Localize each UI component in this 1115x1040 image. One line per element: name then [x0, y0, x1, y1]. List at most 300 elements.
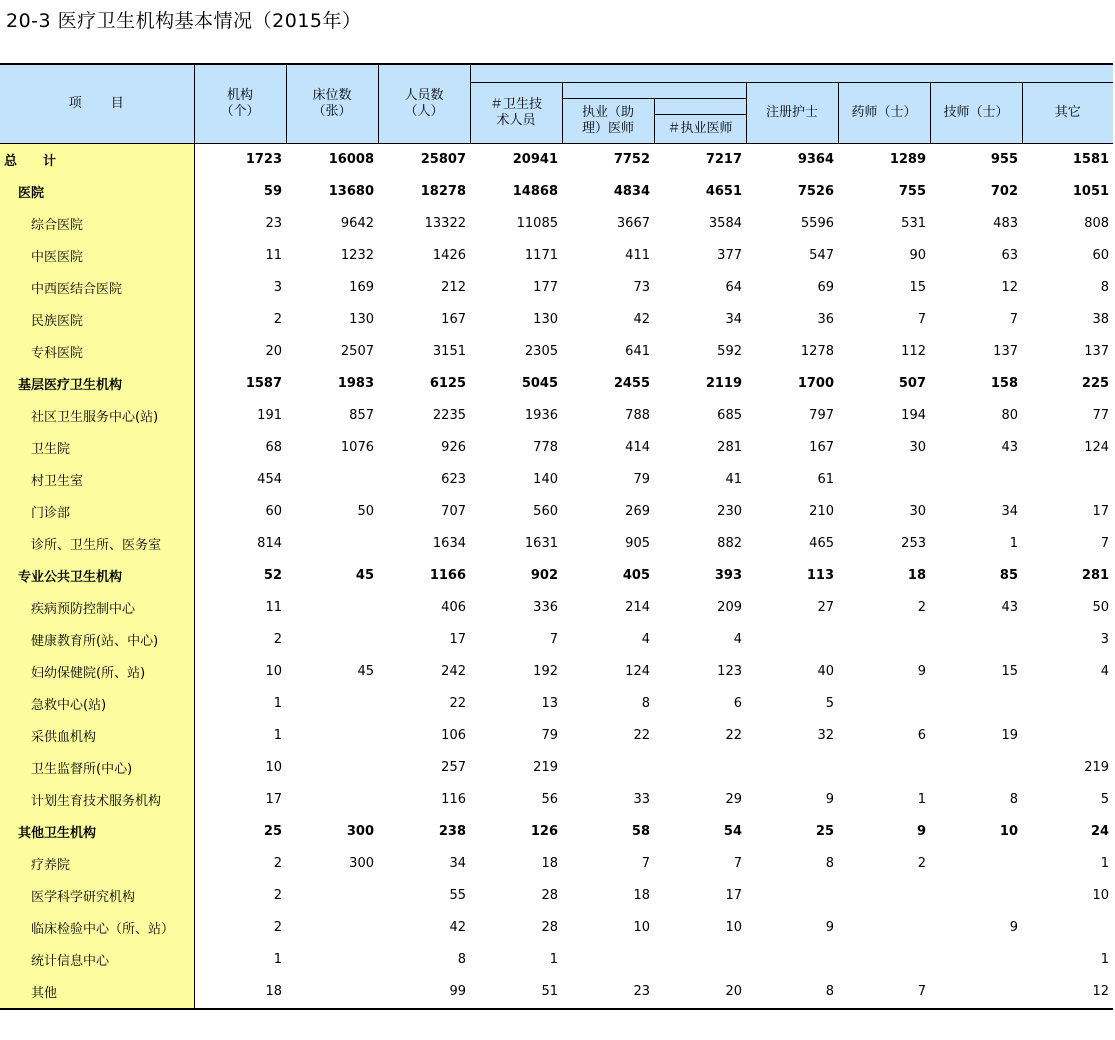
cell-technicians: 1	[1009, 536, 1018, 551]
cell-technicians: 85	[999, 568, 1018, 583]
cell-technicians	[930, 464, 1022, 496]
cell-others: 219	[1084, 760, 1110, 775]
cell-technicians: 955	[990, 152, 1018, 167]
header-staff: 人员数 （人）	[378, 64, 470, 143]
cell-staff: 25807	[420, 152, 466, 167]
table-row	[0, 624, 1113, 656]
cell-beds: 16008	[328, 152, 374, 167]
cell-health-tech: 18	[541, 856, 558, 871]
cell-technicians	[930, 944, 1022, 976]
header-beds: 床位数 （张）	[286, 64, 378, 143]
cell-licensed: 393	[714, 568, 742, 583]
row-label: 妇幼保健院(所、站)	[0, 656, 194, 688]
cell-institutions: 2	[273, 888, 282, 903]
header-technicians: 技师（士）	[930, 82, 1022, 143]
cell-pharmacists: 30	[909, 440, 926, 455]
cell-others: 17	[1092, 504, 1110, 519]
cell-licensed: 377	[717, 248, 742, 263]
cell-beds: 300	[349, 856, 374, 871]
cell-licensed: 230	[717, 504, 742, 519]
cell-physicians: 58	[631, 824, 650, 839]
cell-institutions: 25	[263, 824, 282, 839]
cell-nurses: 40	[817, 664, 834, 679]
cell-health-tech: 130	[533, 312, 558, 327]
cell-others: 4	[1100, 664, 1110, 679]
table-row	[0, 752, 1113, 784]
cell-staff: 212	[441, 280, 466, 295]
cell-physicians: 42	[633, 312, 650, 327]
cell-institutions: 1587	[245, 376, 282, 391]
cell-licensed: 6	[733, 696, 742, 711]
cell-institutions: 68	[265, 440, 282, 455]
cell-institutions: 1	[273, 728, 282, 743]
cell-institutions: 11	[265, 600, 282, 615]
cell-staff: 22	[449, 696, 466, 711]
header-health-tech: ＃卫生技 术人员	[470, 82, 562, 143]
cell-technicians: 43	[1001, 600, 1018, 615]
cell-pharmacists: 7	[917, 312, 926, 327]
cell-licensed: 22	[725, 728, 742, 743]
header-physician-group	[562, 82, 746, 98]
cell-pharmacists	[838, 944, 930, 976]
row-label: 中医医院	[0, 240, 194, 272]
cell-nurses: 8	[746, 976, 838, 1009]
cell-technicians: 43	[1001, 440, 1018, 455]
cell-licensed: 54	[723, 824, 742, 839]
cell-physicians: 23	[562, 976, 654, 1009]
cell-others: 60	[1092, 248, 1110, 263]
cell-physicians: 214	[625, 600, 650, 615]
table-row	[0, 560, 1113, 592]
cell-health-tech: 140	[533, 472, 558, 487]
cell-beds: 857	[349, 408, 374, 423]
cell-health-tech: 51	[470, 976, 562, 1009]
cell-others: 281	[1081, 568, 1110, 583]
row-label: 临床检验中心（所、站）	[0, 912, 194, 944]
cell-health-tech: 5045	[521, 376, 558, 391]
cell-physicians: 33	[633, 792, 650, 807]
cell-staff: 42	[449, 920, 466, 935]
cell-physicians: 124	[625, 664, 650, 679]
cell-pharmacists: 1289	[889, 152, 926, 167]
cell-pharmacists: 15	[909, 280, 926, 295]
cell-others: 10	[1092, 888, 1110, 903]
row-label: 村卫生室	[0, 464, 194, 496]
cell-health-tech: 1171	[524, 248, 558, 263]
cell-nurses: 113	[806, 568, 834, 583]
cell-beds: 1076	[340, 440, 374, 455]
cell-staff: 55	[449, 888, 466, 903]
cell-institutions: 10	[265, 664, 282, 679]
row-label: 疗养院	[0, 848, 194, 880]
cell-physicians: 788	[625, 408, 650, 423]
cell-nurses	[746, 624, 838, 656]
cell-others: 225	[1081, 376, 1110, 391]
cell-institutions: 11	[265, 248, 282, 263]
header-others: 其它	[1022, 82, 1113, 143]
cell-pharmacists	[838, 880, 930, 912]
table-row	[0, 976, 1113, 1009]
cell-technicians	[930, 688, 1022, 720]
table-row	[0, 880, 1113, 912]
header-item: 项 目	[0, 64, 194, 143]
cell-staff: 1634	[432, 536, 466, 551]
cell-others: 808	[1084, 216, 1110, 231]
cell-physicians	[562, 752, 654, 784]
cell-technicians	[930, 848, 1022, 880]
table-row	[0, 208, 1113, 240]
cell-licensed: 4	[733, 632, 742, 647]
header-physicians: 执业（助 理）医师	[562, 98, 654, 143]
cell-health-tech: 14868	[512, 184, 558, 199]
row-label: 总 计	[0, 143, 194, 176]
cell-physicians: 405	[622, 568, 650, 583]
cell-pharmacists: 18	[907, 568, 926, 583]
row-label: 基层医疗卫生机构	[0, 368, 194, 400]
cell-health-tech: 902	[530, 568, 558, 583]
cell-technicians: 80	[1001, 408, 1018, 423]
table-row	[0, 176, 1113, 208]
row-label: 综合医院	[0, 208, 194, 240]
cell-beds	[286, 784, 378, 816]
cell-pharmacists: 9	[917, 664, 926, 679]
cell-nurses	[746, 944, 838, 976]
cell-pharmacists	[838, 752, 930, 784]
cell-licensed	[654, 944, 746, 976]
cell-beds	[286, 976, 378, 1009]
cell-health-tech: 20941	[512, 152, 558, 167]
cell-licensed: 281	[717, 440, 742, 455]
cell-pharmacists: 112	[901, 344, 926, 359]
cell-physicians	[562, 944, 654, 976]
cell-licensed: 10	[725, 920, 742, 935]
table-row	[0, 944, 1113, 976]
cell-institutions: 2	[273, 632, 282, 647]
cell-health-tech: 778	[533, 440, 558, 455]
table-row	[0, 304, 1113, 336]
cell-physicians: 8	[641, 696, 650, 711]
header-pharmacists: 药师（士）	[838, 82, 930, 143]
page-title: 20-3 医疗卫生机构基本情况（2015年）	[6, 10, 362, 32]
cell-technicians: 63	[1001, 248, 1018, 263]
row-label: 门诊部	[0, 496, 194, 528]
cell-beds: 50	[357, 504, 374, 519]
cell-physicians: 79	[633, 472, 650, 487]
cell-physicians: 905	[625, 536, 650, 551]
cell-pharmacists: 9	[916, 824, 926, 839]
cell-others: 1581	[1072, 152, 1110, 167]
cell-pharmacists: 1	[917, 792, 926, 807]
cell-technicians: 7	[1009, 312, 1018, 327]
cell-others: 5	[1100, 792, 1110, 807]
cell-institutions: 1	[273, 952, 282, 967]
cell-nurses: 1278	[800, 344, 834, 359]
cell-staff: 257	[441, 760, 466, 775]
cell-nurses: 547	[809, 248, 834, 263]
cell-licensed: 7	[733, 856, 742, 871]
cell-beds	[286, 688, 378, 720]
cell-pharmacists	[838, 688, 930, 720]
cell-health-tech: 219	[533, 760, 558, 775]
cell-staff: 707	[441, 504, 466, 519]
cell-health-tech: 28	[541, 920, 558, 935]
row-label: 专业公共卫生机构	[0, 560, 194, 592]
cell-physicians: 3667	[616, 216, 650, 231]
cell-nurses: 25	[815, 824, 834, 839]
cell-physicians: 18	[633, 888, 650, 903]
cell-staff: 116	[441, 792, 466, 807]
cell-beds: 1983	[337, 376, 374, 391]
cell-licensed: 209	[717, 600, 742, 615]
row-label: 采供血机构	[0, 720, 194, 752]
table-row	[0, 464, 1113, 496]
row-label: 社区卫生服务中心(站)	[0, 400, 194, 432]
cell-pharmacists	[838, 912, 930, 944]
header-nurses: 注册护士	[746, 82, 838, 143]
cell-others	[1022, 464, 1113, 496]
cell-licensed: 29	[725, 792, 742, 807]
cell-institutions: 1	[273, 696, 282, 711]
header-staff-group	[470, 64, 1113, 82]
cell-institutions: 10	[265, 760, 282, 775]
cell-beds	[286, 912, 378, 944]
cell-pharmacists	[838, 624, 930, 656]
cell-technicians: 8	[1009, 792, 1018, 807]
cell-beds	[286, 752, 378, 784]
cell-others: 24	[1090, 824, 1110, 839]
table-row	[0, 656, 1113, 688]
row-label: 中西医结合医院	[0, 272, 194, 304]
cell-institutions: 454	[257, 472, 282, 487]
row-label: 计划生育技术服务机构	[0, 784, 194, 816]
row-label: 统计信息中心	[0, 944, 194, 976]
cell-pharmacists: 194	[901, 408, 926, 423]
cell-others: 38	[1092, 312, 1110, 327]
cell-beds: 9642	[340, 216, 374, 231]
cell-beds	[286, 880, 378, 912]
cell-nurses: 5	[825, 696, 834, 711]
cell-staff: 17	[449, 632, 466, 647]
cell-staff: 167	[441, 312, 466, 327]
cell-nurses: 7526	[797, 184, 834, 199]
cell-beds: 130	[349, 312, 374, 327]
cell-nurses: 5596	[800, 216, 834, 231]
cell-physicians: 10	[633, 920, 650, 935]
cell-staff: 106	[441, 728, 466, 743]
cell-staff: 623	[441, 472, 466, 487]
row-label: 专科医院	[0, 336, 194, 368]
cell-others: 124	[1084, 440, 1110, 455]
cell-licensed: 2119	[705, 376, 742, 391]
cell-technicians: 15	[1001, 664, 1018, 679]
cell-technicians	[930, 880, 1022, 912]
cell-health-tech: 1631	[524, 536, 558, 551]
cell-pharmacists: 30	[909, 504, 926, 519]
cell-licensed: 34	[725, 312, 742, 327]
row-label: 其他卫生机构	[0, 816, 194, 848]
cell-licensed: 17	[725, 888, 742, 903]
cell-beds	[286, 528, 378, 560]
data-table-container	[0, 63, 1113, 1007]
cell-nurses: 8	[825, 856, 834, 871]
cell-physicians: 4	[641, 632, 650, 647]
header-licensed-spacer	[654, 98, 746, 114]
cell-others: 77	[1092, 408, 1110, 423]
cell-beds	[286, 592, 378, 624]
cell-institutions: 52	[263, 568, 282, 583]
cell-technicians	[930, 752, 1022, 784]
cell-technicians: 702	[990, 184, 1018, 199]
table-row	[0, 368, 1113, 400]
cell-licensed: 64	[725, 280, 742, 295]
cell-technicians: 10	[999, 824, 1018, 839]
cell-licensed: 882	[717, 536, 742, 551]
cell-institutions: 20	[265, 344, 282, 359]
cell-nurses: 465	[809, 536, 834, 551]
cell-institutions: 60	[265, 504, 282, 519]
data-table	[0, 63, 1113, 1010]
table-row	[0, 528, 1113, 560]
cell-nurses: 167	[809, 440, 834, 455]
cell-beds: 13680	[328, 184, 374, 199]
cell-beds	[286, 944, 378, 976]
cell-beds: 45	[355, 568, 374, 583]
cell-others	[1022, 912, 1113, 944]
cell-institutions: 2	[273, 856, 282, 871]
cell-beds	[286, 720, 378, 752]
cell-physicians: 4834	[613, 184, 650, 199]
cell-staff: 3151	[432, 344, 466, 359]
cell-physicians: 7	[641, 856, 650, 871]
table-row	[0, 848, 1113, 880]
cell-staff: 34	[449, 856, 466, 871]
row-label: 医院	[0, 176, 194, 208]
cell-pharmacists: 507	[898, 376, 926, 391]
cell-staff: 8	[457, 952, 466, 967]
cell-staff: 926	[441, 440, 466, 455]
row-label: 医学科学研究机构	[0, 880, 194, 912]
cell-institutions: 191	[257, 408, 282, 423]
cell-pharmacists: 253	[901, 536, 926, 551]
cell-pharmacists: 755	[898, 184, 926, 199]
table-row	[0, 688, 1113, 720]
cell-pharmacists	[838, 464, 930, 496]
cell-others: 1051	[1072, 184, 1110, 199]
cell-licensed: 123	[717, 664, 742, 679]
table-body	[0, 143, 1113, 1009]
cell-physicians: 2455	[613, 376, 650, 391]
header-licensed-physicians: ＃执业医师	[654, 114, 746, 143]
table-row	[0, 496, 1113, 528]
table-row	[0, 784, 1113, 816]
cell-health-tech: 7	[549, 632, 558, 647]
cell-health-tech: 79	[541, 728, 558, 743]
cell-pharmacists: 90	[909, 248, 926, 263]
cell-physicians: 411	[625, 248, 650, 263]
cell-nurses	[746, 752, 838, 784]
row-label: 其他	[0, 976, 194, 1009]
row-label: 卫生院	[0, 432, 194, 464]
table-header	[0, 64, 1113, 143]
cell-health-tech: 28	[541, 888, 558, 903]
cell-staff: 1426	[432, 248, 466, 263]
cell-technicians: 19	[1001, 728, 1018, 743]
row-label: 疾病预防控制中心	[0, 592, 194, 624]
cell-health-tech: 192	[533, 664, 558, 679]
cell-nurses: 210	[809, 504, 834, 519]
cell-health-tech: 2305	[524, 344, 558, 359]
cell-licensed: 592	[717, 344, 742, 359]
cell-others: 50	[1092, 600, 1110, 615]
cell-technicians	[930, 976, 1022, 1009]
cell-pharmacists: 2	[917, 600, 926, 615]
cell-others: 137	[1084, 344, 1110, 359]
header-institutions: 机构 （个）	[194, 64, 286, 143]
cell-licensed: 4651	[705, 184, 742, 199]
cell-staff: 406	[441, 600, 466, 615]
cell-staff: 1166	[429, 568, 466, 583]
cell-others: 7	[1100, 536, 1110, 551]
cell-physicians: 414	[625, 440, 650, 455]
cell-nurses: 61	[817, 472, 834, 487]
cell-others: 1	[1100, 856, 1110, 871]
cell-others: 1	[1100, 952, 1110, 967]
row-label: 卫生监督所(中心)	[0, 752, 194, 784]
cell-nurses: 797	[809, 408, 834, 423]
table-row	[0, 432, 1113, 464]
row-label: 健康教育所(站、中心)	[0, 624, 194, 656]
table-row	[0, 272, 1113, 304]
cell-others: 3	[1100, 632, 1110, 647]
cell-physicians: 7752	[613, 152, 650, 167]
table-row	[0, 592, 1113, 624]
cell-technicians: 9	[1009, 920, 1018, 935]
cell-pharmacists: 7	[838, 976, 930, 1009]
cell-others	[1022, 720, 1113, 752]
cell-nurses: 32	[817, 728, 834, 743]
table-row	[0, 240, 1113, 272]
cell-physicians: 641	[625, 344, 650, 359]
table-row	[0, 400, 1113, 432]
cell-health-tech: 13	[541, 696, 558, 711]
cell-staff: 242	[441, 664, 466, 679]
cell-health-tech: 126	[530, 824, 558, 839]
cell-pharmacists: 2	[917, 856, 926, 871]
cell-licensed: 41	[725, 472, 742, 487]
cell-nurses: 1700	[797, 376, 834, 391]
cell-licensed: 685	[717, 408, 742, 423]
cell-nurses: 9364	[797, 152, 834, 167]
cell-pharmacists: 531	[901, 216, 926, 231]
cell-licensed: 20	[654, 976, 746, 1009]
cell-institutions: 23	[265, 216, 282, 231]
cell-staff: 2235	[432, 408, 466, 423]
cell-physicians: 22	[633, 728, 650, 743]
cell-staff: 238	[438, 824, 466, 839]
cell-beds: 2507	[340, 344, 374, 359]
cell-licensed: 3584	[708, 216, 742, 231]
cell-technicians	[930, 624, 1022, 656]
row-label: 民族医院	[0, 304, 194, 336]
row-label: 诊所、卫生所、医务室	[0, 528, 194, 560]
cell-beds: 300	[346, 824, 374, 839]
cell-technicians: 137	[993, 344, 1018, 359]
cell-technicians: 483	[993, 216, 1018, 231]
cell-institutions: 2	[273, 312, 282, 327]
cell-technicians: 12	[1001, 280, 1018, 295]
cell-licensed: 7217	[705, 152, 742, 167]
table-row	[0, 143, 1113, 176]
